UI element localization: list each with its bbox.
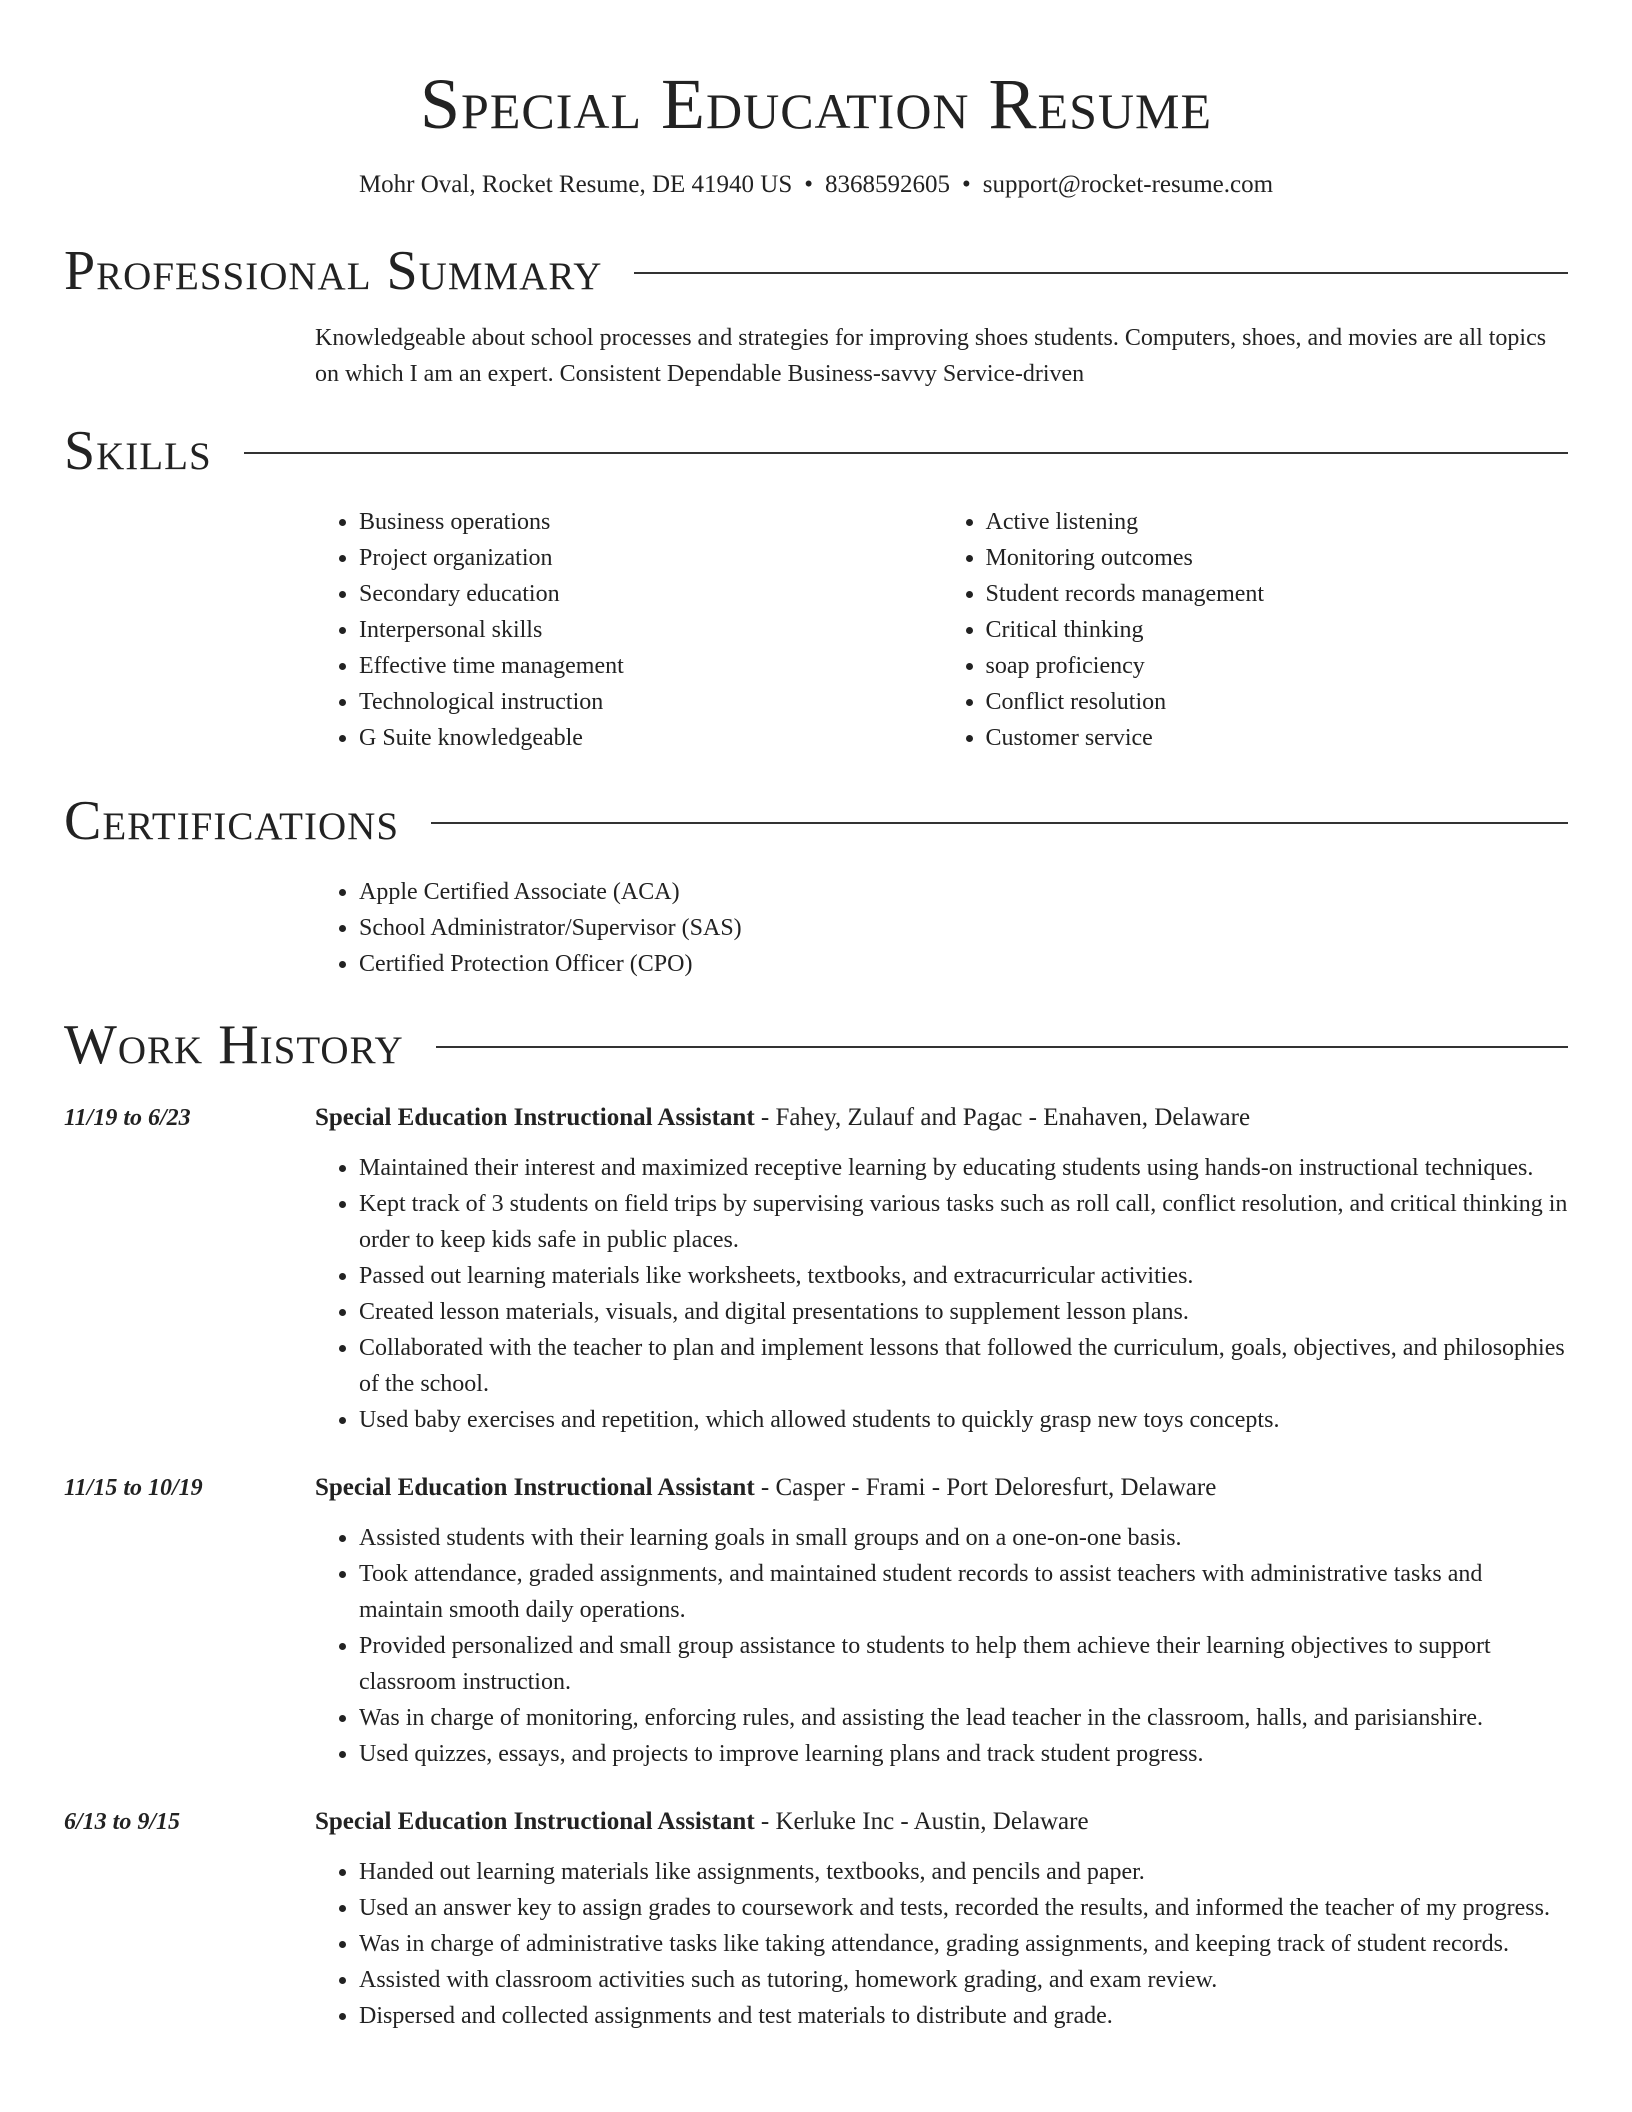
job-bullet: • Was in charge of monitoring, enforcing rules, and assisting the lead teacher in the classroom, halls, and parisianshire. xyxy=(359,1700,1568,1736)
skill-item: • Business operations xyxy=(359,504,942,540)
job-bullets xyxy=(315,1520,1568,1772)
work-history-heading: Work History xyxy=(64,1014,404,1076)
job-bullet: • Provided personalized and small group assistance to students to help them achieve their learning objectives to support classroom instruction. xyxy=(359,1628,1568,1700)
job-dates: 11/15 to 10/19 xyxy=(64,1475,203,1501)
contact-address: Mohr Oval, Rocket Resume, DE 41940 US xyxy=(358,171,793,198)
skills-list-left xyxy=(315,504,942,756)
job-dates: 11/19 to 6/23 xyxy=(64,1105,191,1131)
summary-header xyxy=(64,236,1568,306)
summary-section xyxy=(0,236,1632,392)
job-heading xyxy=(315,1100,1568,1136)
certification-item: • School Administrator/Supervisor (SAS) xyxy=(359,910,1568,946)
job-employer: - Kerluke Inc - Austin, Delaware xyxy=(754,1808,1089,1835)
job-title: Special Education Instructional Assistant xyxy=(315,1104,755,1131)
job-title: Special Education Instructional Assistant xyxy=(315,1474,755,1501)
skill-item: • Student records management xyxy=(986,576,1569,612)
skill-item: • soap proficiency xyxy=(986,648,1569,684)
work-history-section xyxy=(0,1010,1632,2034)
skill-item: • Effective time management xyxy=(359,648,942,684)
skill-item: • G Suite knowledgeable xyxy=(359,720,942,756)
job-bullets xyxy=(315,1854,1568,2034)
certifications-body xyxy=(315,874,1568,982)
skills-section xyxy=(0,416,1632,756)
certification-item: • Certified Protection Officer (CPO) xyxy=(359,946,1568,982)
job-bullet: • Dispersed and collected assignments and test materials to distribute and grade. xyxy=(359,1998,1568,2034)
job-employer: - Casper - Frami - Port Deloresfurt, Delaware xyxy=(754,1474,1217,1501)
certifications-header xyxy=(64,786,1568,856)
skill-item: • Secondary education xyxy=(359,576,942,612)
skill-item: • Project organization xyxy=(359,540,942,576)
job-bullet: • Assisted students with their learning goals in small groups and on a one-on-one basis. xyxy=(359,1520,1568,1556)
skills-header xyxy=(64,416,1568,486)
job-bullet: • Was in charge of administrative tasks like taking attendance, grading assignments, and keeping track of student records. xyxy=(359,1926,1568,1962)
section-divider xyxy=(431,822,1568,824)
skill-item: • Monitoring outcomes xyxy=(986,540,1569,576)
document-title: Special Education Resume xyxy=(419,64,1213,144)
job-entry xyxy=(64,1804,1568,2034)
section-divider xyxy=(244,452,1568,454)
certifications-section xyxy=(0,786,1632,982)
job-content xyxy=(315,1804,1568,2034)
skills-heading: Skills xyxy=(64,420,212,482)
summary-heading: Professional Summary xyxy=(64,240,603,302)
section-divider xyxy=(436,1046,1568,1048)
job-bullet: • Collaborated with the teacher to plan and implement lessons that followed the curriculum, goals, objectives, and philosophies of the school. xyxy=(359,1330,1568,1402)
job-heading xyxy=(315,1470,1568,1506)
contact-phone: 8368592605 xyxy=(825,171,950,198)
job-bullet: • Used an answer key to assign grades to coursework and tests, recorded the results, and informed the teacher of my progress. xyxy=(359,1890,1568,1926)
job-content xyxy=(315,1100,1568,1438)
job-heading xyxy=(315,1804,1568,1840)
job-bullet: • Handed out learning materials like assignments, textbooks, and pencils and paper. xyxy=(359,1854,1568,1890)
skill-item: • Customer service xyxy=(986,720,1569,756)
work-history-header xyxy=(64,1010,1568,1080)
section-divider xyxy=(634,272,1568,274)
job-title: Special Education Instructional Assistant xyxy=(315,1808,755,1835)
job-bullet: • Kept track of 3 students on field trips by supervising various tasks such as roll call, conflict resolution, and critical thinking in order to keep kids safe in public places. xyxy=(359,1186,1568,1258)
skill-item: • Active listening xyxy=(986,504,1569,540)
summary-text: Knowledgeable about school processes and strategies for improving shoes students. Computers, shoes, and movies are all topics on which I am an expert. Consistent Dependable Business-savvy Service-driven xyxy=(315,325,1547,387)
contact-email: support@rocket-resume.com xyxy=(982,171,1274,198)
job-bullet: • Took attendance, graded assignments, and maintained student records to assist teachers with administrative tasks and maintain smooth daily operations. xyxy=(359,1556,1568,1628)
job-bullet: • Used baby exercises and repetition, which allowed students to quickly grasp new toys concepts. xyxy=(359,1402,1568,1438)
job-bullet: • Maintained their interest and maximized receptive learning by educating students using hands-on instructional techniques. xyxy=(359,1150,1568,1186)
contact-separator: • xyxy=(804,171,813,198)
job-employer: - Fahey, Zulauf and Pagac - Enahaven, Delaware xyxy=(754,1104,1251,1131)
skills-grid xyxy=(315,504,1568,756)
job-dates: 6/13 to 9/15 xyxy=(64,1809,181,1835)
skills-list-right xyxy=(942,504,1569,756)
skill-item: • Interpersonal skills xyxy=(359,612,942,648)
certification-item: • Apple Certified Associate (ACA) xyxy=(359,874,1568,910)
job-entry xyxy=(64,1470,1568,1772)
job-bullet: • Assisted with classroom activities such as tutoring, homework grading, and exam review. xyxy=(359,1962,1568,1998)
job-bullet: • Passed out learning materials like worksheets, textbooks, and extracurricular activities. xyxy=(359,1258,1568,1294)
job-entry xyxy=(64,1100,1568,1438)
skill-item: • Critical thinking xyxy=(986,612,1569,648)
contact-separator: • xyxy=(962,171,971,198)
job-content xyxy=(315,1470,1568,1772)
skill-item: • Technological instruction xyxy=(359,684,942,720)
job-bullet: • Created lesson materials, visuals, and digital presentations to supplement lesson plans. xyxy=(359,1294,1568,1330)
certifications-heading: Certifications xyxy=(64,790,400,852)
job-bullets xyxy=(315,1150,1568,1438)
skill-item: • Conflict resolution xyxy=(986,684,1569,720)
certifications-list xyxy=(315,874,1568,982)
contact-line xyxy=(0,168,1632,202)
job-bullet: • Used quizzes, essays, and projects to improve learning plans and track student progress. xyxy=(359,1736,1568,1772)
